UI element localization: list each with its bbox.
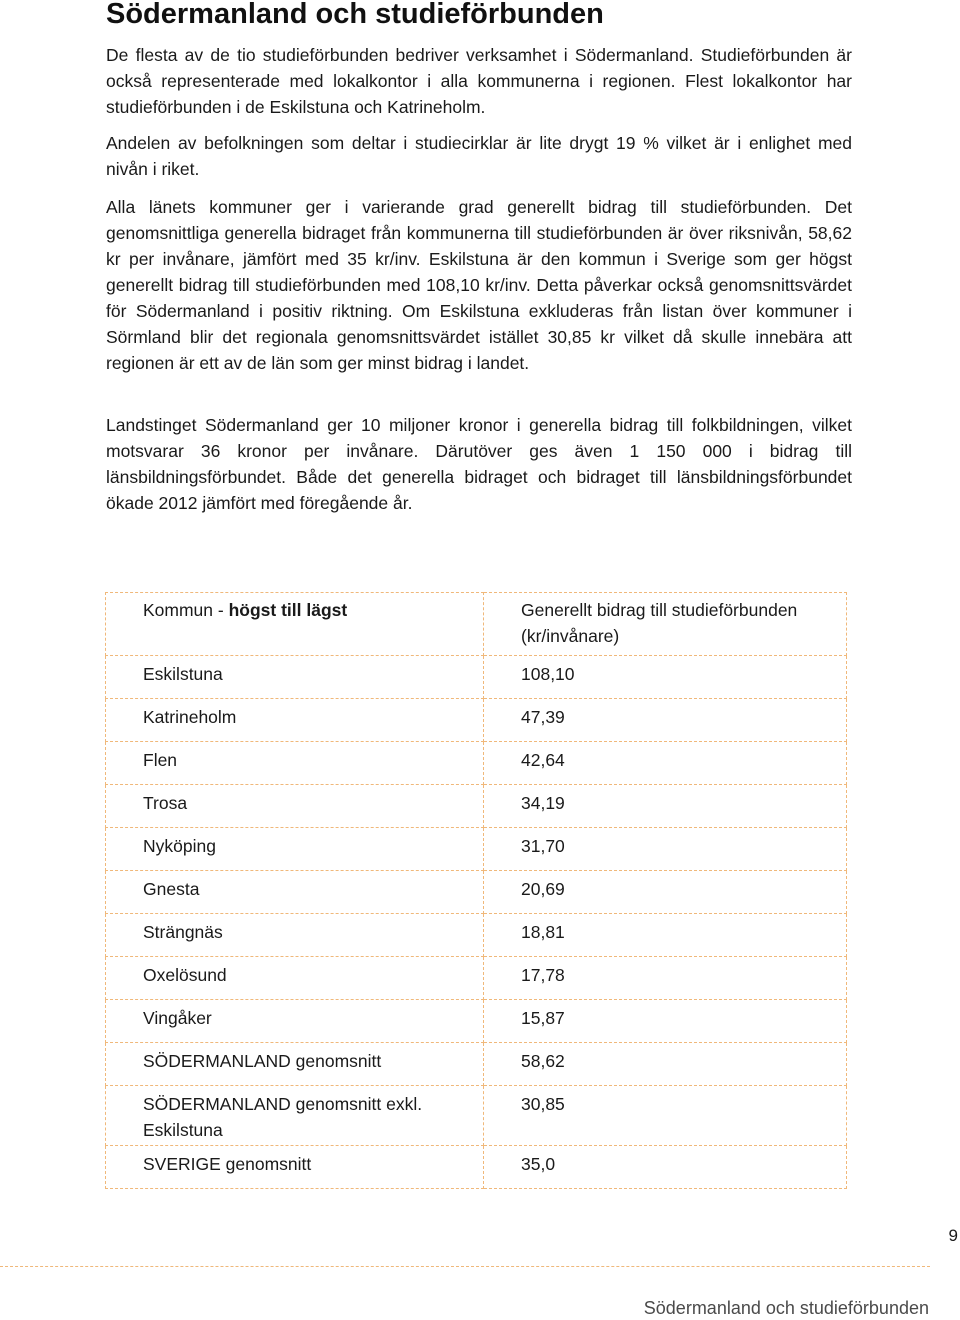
table-row — [106, 957, 847, 1000]
municipality-name: Vingåker — [106, 1000, 484, 1043]
grant-value: 18,81 — [484, 914, 847, 957]
municipality-name: Eskilstuna — [106, 656, 484, 699]
municipality-name: Strängnäs — [106, 914, 484, 957]
municipality-name: Katrineholm — [106, 699, 484, 742]
grant-value: 58,62 — [484, 1043, 847, 1086]
header-grant: Generellt bidrag till studieförbunden (kr/invånare) — [484, 593, 847, 656]
municipality-name: Flen — [106, 742, 484, 785]
grant-table — [105, 592, 847, 1189]
paragraph-county-council: Landstinget Södermanland ger 10 miljoner kronor i generella bidrag till folkbildningen, vilket motsvarar 36 kronor per invånare. Därutöver ges även 1 150 000 i bidrag till länsbildningsförbundet. Både det generella bidraget och bidraget till länsbildningsförbundet ökade 2012 jämfört med föregående år. — [106, 415, 852, 513]
municipality-name: SÖDERMANLAND genomsnitt exkl. Eskilstuna — [106, 1086, 484, 1146]
table-row — [106, 871, 847, 914]
table-header-row — [106, 593, 847, 656]
grant-value: 30,85 — [484, 1086, 847, 1146]
paragraph-intro: De flesta av de tio studieförbunden bedriver verksamhet i Södermanland. Studieförbunden är också representerade med lokalkontor i alla kommunerna i regionen. Flest lokalkontor har studieförbunden i de Eskilstuna och Katrineholm. — [106, 45, 852, 117]
page-number: 9 — [948, 1226, 958, 1245]
table-row — [106, 785, 847, 828]
grant-value: 108,10 — [484, 656, 847, 699]
table-row — [106, 1043, 847, 1086]
municipality-name: Oxelösund — [106, 957, 484, 1000]
table-row — [106, 1086, 847, 1146]
grant-value: 15,87 — [484, 1000, 847, 1043]
table-row — [106, 656, 847, 699]
table-row — [106, 828, 847, 871]
municipality-name: Nyköping — [106, 828, 484, 871]
table-row — [106, 699, 847, 742]
footer-divider — [0, 1266, 930, 1267]
table-row — [106, 1000, 847, 1043]
paragraph-municipal-grants: Alla länets kommuner ger i varierande grad generellt bidrag till studieförbunden. Det genomsnittliga generella bidraget från kommunerna till studieförbunden är över riksnivån, 58,62 kr per invånare, jämfört med 35 kr/inv. Eskilstuna är den kommun i Sverige som ger högst generellt bidrag till studieförbunden med 108,10 kr/inv. Detta påverkar också genomsnittsvärdet för Södermanland i positiv riktning. Om Eskilstuna exkluderas från listan över kommuner i Sörmland blir det regionala genomsnittsvärdet istället 30,85 kr vilket då skulle innebära att regionen är ett av de län som ger minst bidrag i landet. — [106, 197, 852, 373]
header-municipality-sort: högst till lägst — [228, 600, 348, 620]
table-row — [106, 742, 847, 785]
grant-value: 31,70 — [484, 828, 847, 871]
grant-value: 47,39 — [484, 699, 847, 742]
municipality-name: Gnesta — [106, 871, 484, 914]
grant-value: 17,78 — [484, 957, 847, 1000]
page-title: Södermanland och studieförbunden — [106, 0, 604, 30]
grant-value: 34,19 — [484, 785, 847, 828]
municipality-name: SÖDERMANLAND genomsnitt — [106, 1043, 484, 1086]
grant-value: 42,64 — [484, 742, 847, 785]
table-row — [106, 1146, 847, 1189]
footer-running-title: Södermanland och studieförbunden — [643, 1298, 929, 1318]
paragraph-participation: Andelen av befolkningen som deltar i studiecirklar är lite drygt 19 % vilket är i enlighet med nivån i riket. — [106, 133, 852, 179]
table-row — [106, 914, 847, 957]
grant-value: 35,0 — [484, 1146, 847, 1189]
municipality-name: SVERIGE genomsnitt — [106, 1146, 484, 1189]
header-municipality — [106, 593, 484, 656]
municipality-name: Trosa — [106, 785, 484, 828]
header-municipality-prefix: Kommun - — [143, 600, 229, 620]
grant-value: 20,69 — [484, 871, 847, 914]
